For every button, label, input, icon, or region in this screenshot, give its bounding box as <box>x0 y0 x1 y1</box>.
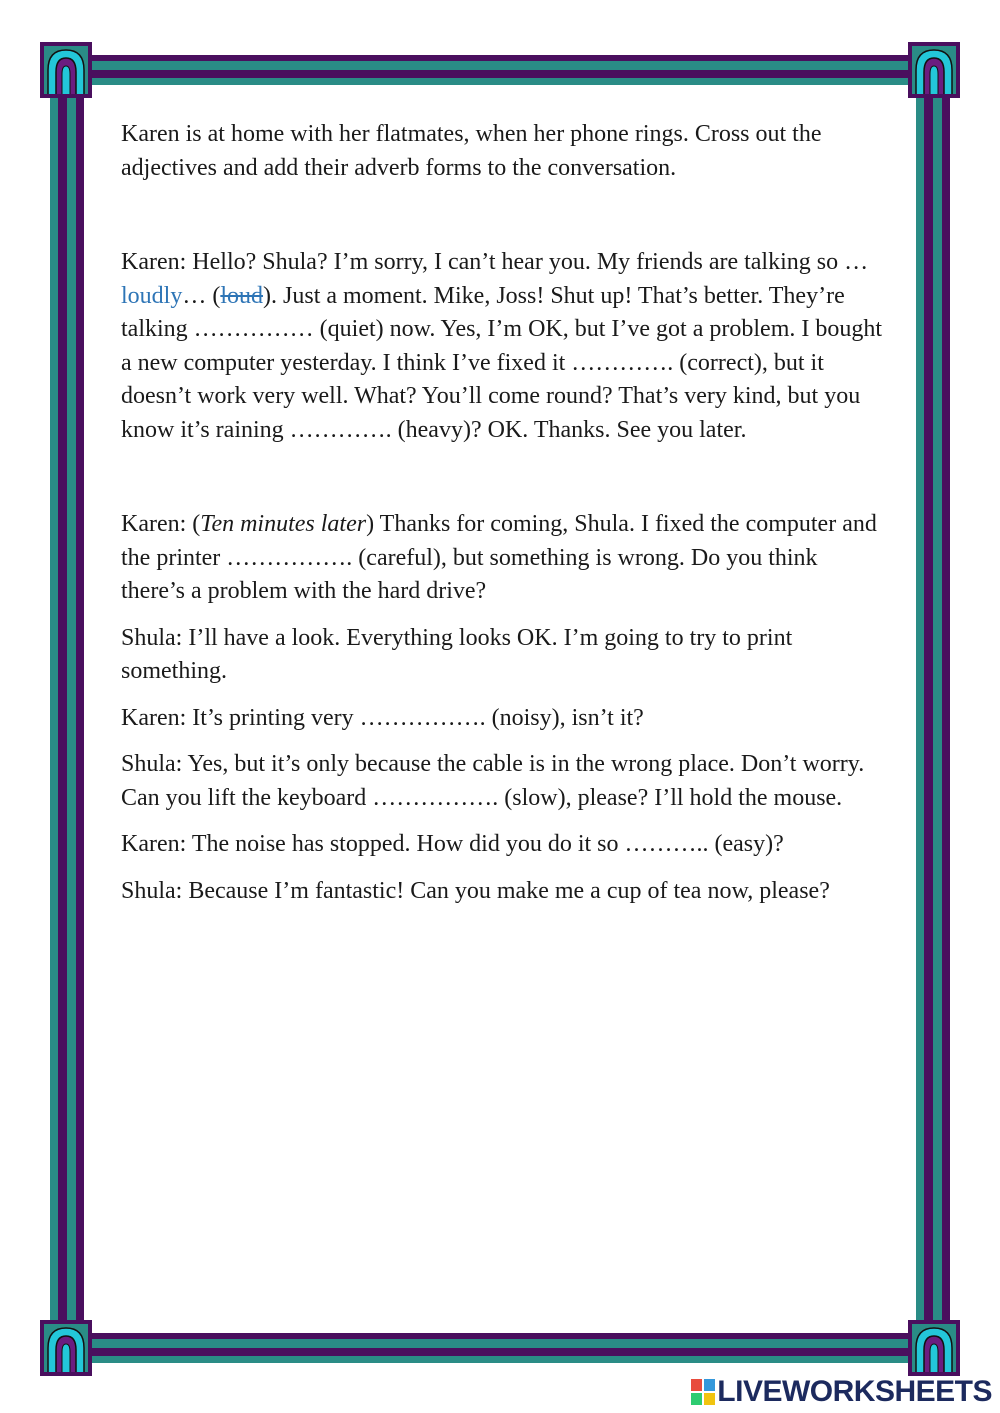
dialogue-shula-2: Shula: Yes, but it’s only because the cable is in the wrong place. Don’t worry. Can you lift the keyboard ……………. (slow), please? I’ll hold the mouse. <box>121 751 865 811</box>
brand-name: LIVEWORKSHEETS <box>717 1375 992 1408</box>
dialogue-karen-2: Karen: It’s printing very ……………. (noisy), isn’t it? <box>121 704 644 731</box>
top-border <box>90 55 910 85</box>
corner-ornament-icon <box>40 42 92 98</box>
corner-ornament-icon <box>908 42 960 98</box>
liveworksheets-brand <box>691 1375 992 1409</box>
corner-ornament-icon <box>40 1320 92 1376</box>
answer-loudly[interactable]: loudly <box>121 282 183 309</box>
dialogue-karen-3: Karen: The noise has stopped. How did you do it so ……….. (easy)? <box>121 831 784 857</box>
dialogue-phone-call: Karen: Hello? Shula? I’m sorry, I can’t hear you. My friends are talking so …loudly… (loud). Just a moment. Mike, Joss! Shut up! That’s better. They’re talking …………… (quiet) now. Yes, I’m OK, but I’ve got a problem. I bought a new computer yesterday. I think I’ve fixed it …………. (correct), but it doesn’t work very well. What? You’ll come round? That’s very kind, but you know it’s raining …………. (heavy)? OK. Thanks. See you later. <box>121 249 883 443</box>
bottom-border <box>90 1333 910 1363</box>
dialogue-shula-1: Shula: I’ll have a look. Everything looks OK. I’m going to try to print something. <box>121 624 793 684</box>
liveworksheets-logo-icon <box>691 1379 715 1405</box>
instructions: Karen is at home with her flatmates, when her phone rings. Cross out the adjectives and add their adverb forms to the conversation. <box>121 121 822 181</box>
dialogue-shula-3: Shula: Because I’m fantastic! Can you make me a cup of tea now, please? <box>121 877 830 904</box>
dialogue-karen-1: Karen: (Ten minutes later) Thanks for coming, Shula. I fixed the computer and the printer ……………. (careful), but something is wrong. Do you think there’s a problem with the hard drive? <box>121 511 877 604</box>
corner-ornament-icon <box>908 1320 960 1376</box>
left-border <box>50 90 84 1325</box>
worksheet-content <box>121 118 886 908</box>
right-border <box>916 90 950 1325</box>
crossed-adjective: loud <box>220 282 264 309</box>
